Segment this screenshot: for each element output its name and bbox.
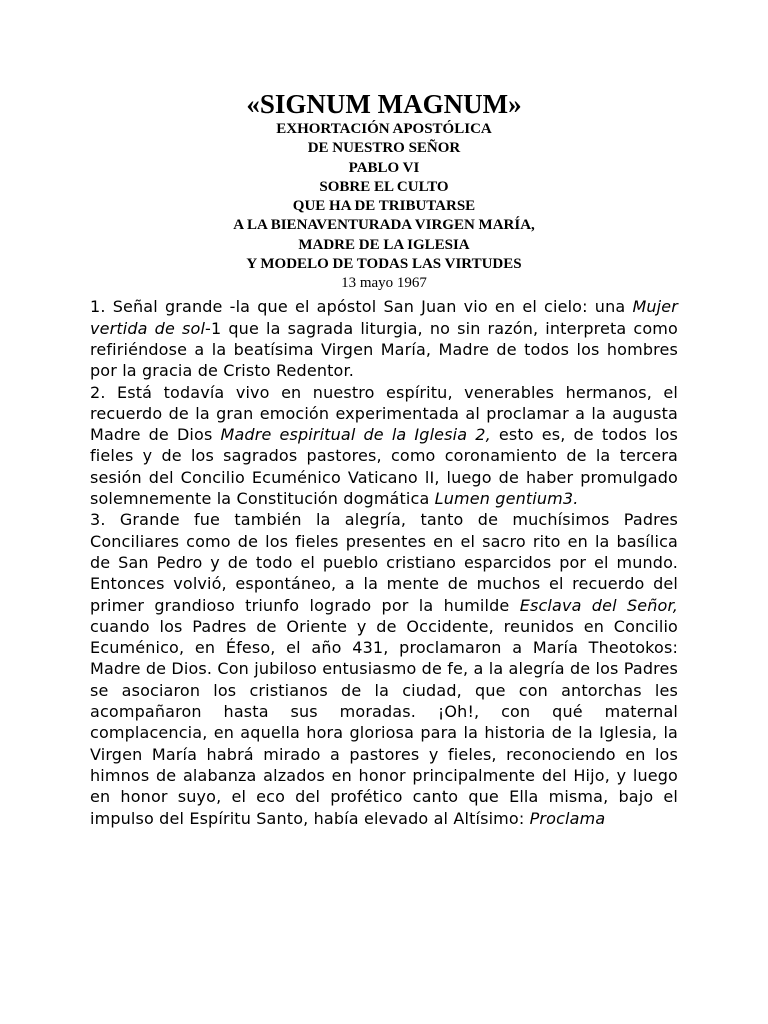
subtitle-line: DE NUESTRO SEÑOR <box>307 140 461 157</box>
document-date: 13 mayo 1967 <box>341 275 427 292</box>
italic-phrase: Madre espiritual de la Iglesia 2, <box>220 425 491 445</box>
paragraph-text: 1. Señal grande -la que el apóstol San Juan vio en el cielo: una <box>90 297 633 317</box>
subtitle-line: PABLO VI <box>348 159 420 176</box>
paragraph-text: cuando los Padres de Oriente y de Occidente, reunidos en Concilio Ecuménico, en Éfeso, el año 431, proclamaron a María Theotokos: Madre de Dios. Con jubiloso entusiasmo de fe, a la alegría de los Padres se asociaron los cristianos de la ciudad, que con antorchas les acompañaron hasta sus moradas. ¡Oh!, con qué maternal complacencia, en aquella hora gloriosa para la historia de la Iglesia, la Virgen María habrá mirado a pastores y fieles, reconociendo en los himnos de alabanza alzados en honor principalmente del Hijo, y luego en honor suyo, el eco del profético canto que Ella misma, bajo el impulso del Espíritu Santo, había elevado al Altísimo: <box>90 616 678 828</box>
paragraph-text: -1 que la sagrada liturgia, no sin razón, interpreta como refiriéndose a la beatísima Virgen María, Madre de todos los hombres por la gracia de Cristo Redentor. <box>90 318 678 381</box>
subtitle-line: QUE HA DE TRIBUTARSE <box>292 198 476 215</box>
paragraph-2 <box>90 382 678 510</box>
document-page <box>90 88 678 829</box>
subtitle-line: A LA BIENAVENTURADA VIRGEN MARÍA, <box>233 217 535 234</box>
paragraph-text: 2. Está todavía vivo en nuestro espíritu, venerables hermanos, el recuerdo de la gran emoción experimentada al proclamar a la augusta Madre de Dios <box>90 382 678 445</box>
paragraph-text: 3. Grande fue también la alegría, tanto de muchísimos Padres Conciliares como de los fieles presentes en el sacro rito en la basílica de San Pedro y de todo el pueblo cristiano esparcidos por el mundo. Entonces volvió, espontáneo, a la mente de muchos el recuerdo del primer grandioso triunfo logrado por la humilde <box>90 510 678 615</box>
document-title: «SIGNUM MAGNUM» <box>246 89 522 119</box>
italic-phrase: Proclama <box>529 808 606 828</box>
document-subtitle <box>90 120 678 274</box>
italic-phrase: Esclava del Señor, <box>519 595 678 615</box>
subtitle-line: Y MODELO DE TODAS LAS VIRTUDES <box>246 256 522 273</box>
italic-phrase: Lumen gentium3. <box>434 489 579 509</box>
subtitle-line: EXHORTACIÓN APOSTÓLICA <box>276 121 492 137</box>
italic-phrase: Mujer vertida de sol <box>90 297 678 338</box>
subtitle-line: MADRE DE LA IGLESIA <box>298 236 470 253</box>
paragraph-text: esto es, de todos los fieles y de los sagrados pastores, como coronamiento de la tercera sesión del Concilio Ecuménico Vaticano lI, luego de haber promulgado solemnemente la Constitución dogmática <box>90 425 678 509</box>
paragraph-3 <box>90 509 678 828</box>
paragraph-1 <box>90 296 678 381</box>
subtitle-line: SOBRE EL CULTO <box>319 178 449 195</box>
